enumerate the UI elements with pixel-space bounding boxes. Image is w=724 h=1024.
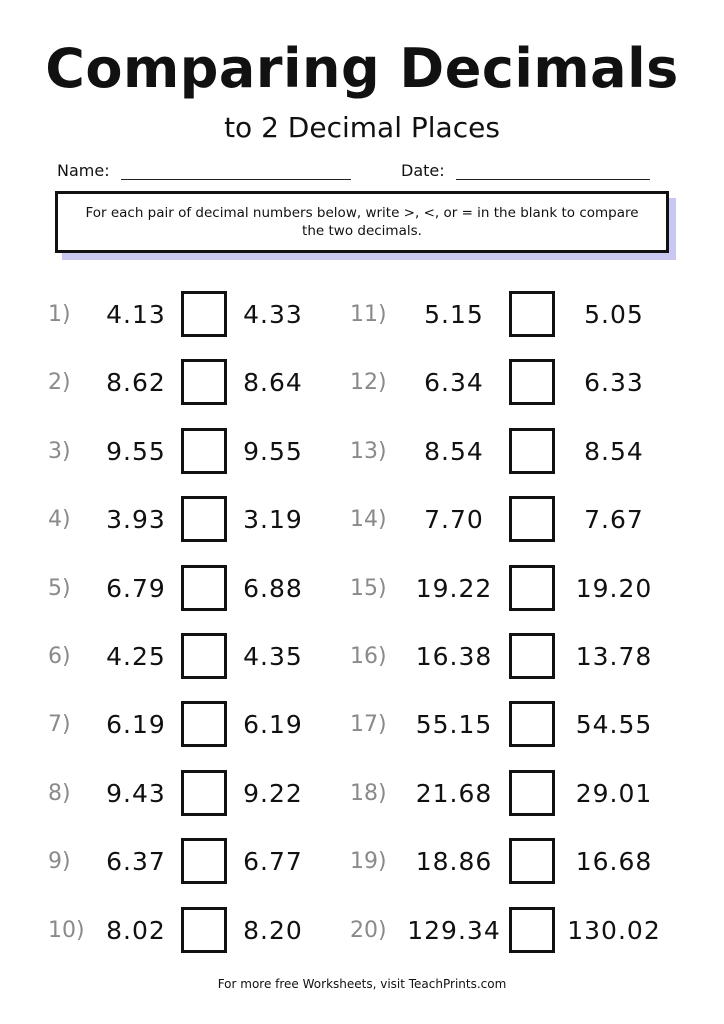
answer-box[interactable] (509, 633, 555, 679)
right-decimal: 4.33 (243, 300, 303, 329)
problem-number: 20) (350, 917, 387, 943)
left-decimal: 18.86 (415, 847, 493, 877)
footer-text: For more free Worksheets, visit TeachPrints.com (217, 977, 507, 991)
problem-number: 19) (350, 849, 387, 875)
left-decimal: 129.34 (407, 915, 501, 945)
answer-box[interactable] (509, 359, 555, 405)
problem-row (0, 487, 724, 553)
right-decimal: 6.33 (584, 368, 644, 398)
problem-row (0, 898, 724, 964)
left-decimal: 9.43 (106, 778, 166, 808)
left-decimal: 6.19 (106, 710, 166, 740)
answer-box[interactable] (509, 838, 555, 884)
right-decimal: 4.35 (243, 642, 303, 671)
problem-row (0, 350, 724, 416)
problem-number: 16) (350, 644, 387, 669)
left-decimal: 5.15 (424, 300, 484, 329)
right-decimal: 130.02 (567, 915, 661, 945)
problem-number: 18) (350, 780, 387, 806)
problem-number: 5) (48, 575, 71, 601)
right-decimal: 16.68 (575, 847, 653, 877)
right-decimal: 8.54 (584, 436, 644, 466)
right-decimal: 9.55 (243, 436, 303, 466)
left-decimal: 3.93 (106, 505, 166, 535)
problem-number: 10) (48, 917, 85, 943)
left-decimal: 9.55 (106, 436, 166, 466)
instructions-text: For each pair of decimal numbers below, write >, <, or = in the blank to compare the two decimals. (85, 205, 639, 239)
left-decimal: 4.25 (106, 642, 166, 671)
answer-box[interactable] (509, 907, 555, 953)
worksheet-subtitle: to 2 Decimal Places (224, 111, 500, 144)
right-decimal: 8.20 (243, 915, 303, 945)
name-field[interactable] (121, 179, 351, 180)
right-decimal: 13.78 (575, 642, 653, 671)
worksheet-title: Comparing Decimals (45, 37, 679, 100)
right-decimal: 8.64 (243, 368, 303, 398)
right-decimal: 29.01 (575, 778, 653, 808)
problem-number: 3) (48, 438, 71, 464)
problem-number: 11) (350, 302, 387, 327)
problem-number: 9) (48, 849, 71, 875)
right-decimal: 54.55 (575, 710, 653, 740)
problem-row (0, 829, 724, 895)
problem-number: 14) (350, 507, 387, 533)
left-decimal: 8.54 (424, 436, 484, 466)
problem-number: 12) (350, 370, 387, 396)
instructions-box (55, 191, 669, 253)
left-decimal: 7.70 (424, 505, 484, 535)
left-decimal: 55.15 (415, 710, 493, 740)
problem-row (0, 556, 724, 622)
problem-row (0, 419, 724, 485)
right-decimal: 3.19 (243, 505, 303, 535)
right-decimal: 6.88 (243, 573, 303, 603)
answer-box[interactable] (509, 701, 555, 747)
right-decimal: 9.22 (243, 778, 303, 808)
left-decimal: 8.02 (106, 915, 166, 945)
problem-row (0, 761, 724, 827)
right-decimal: 6.19 (243, 710, 303, 740)
left-decimal: 6.79 (106, 573, 166, 603)
left-decimal: 19.22 (415, 573, 493, 603)
problem-number: 15) (350, 575, 387, 601)
problem-number: 8) (48, 780, 71, 806)
problem-row (0, 282, 724, 348)
left-decimal: 16.38 (415, 642, 493, 671)
answer-box[interactable] (509, 428, 555, 474)
problem-number: 13) (350, 438, 387, 464)
left-decimal: 6.34 (424, 368, 484, 398)
problem-number: 1) (48, 302, 71, 327)
right-decimal: 6.77 (243, 847, 303, 877)
problem-number: 7) (48, 712, 71, 738)
left-decimal: 6.37 (106, 847, 166, 877)
answer-box[interactable] (509, 565, 555, 611)
answer-box[interactable] (509, 770, 555, 816)
problem-row (0, 692, 724, 758)
name-label: Name: (57, 161, 110, 180)
problem-row (0, 624, 724, 690)
left-decimal: 21.68 (415, 778, 493, 808)
right-decimal: 19.20 (575, 573, 653, 603)
problem-number: 17) (350, 712, 387, 738)
right-decimal: 5.05 (584, 300, 644, 329)
answer-box[interactable] (509, 496, 555, 542)
right-decimal: 7.67 (584, 505, 644, 535)
problem-number: 4) (48, 507, 71, 533)
left-decimal: 8.62 (106, 368, 166, 398)
date-field[interactable] (456, 179, 650, 180)
problem-number: 2) (48, 370, 71, 396)
problem-number: 6) (48, 644, 71, 669)
left-decimal: 4.13 (106, 300, 166, 329)
answer-box[interactable] (509, 291, 555, 337)
date-label: Date: (401, 161, 445, 180)
